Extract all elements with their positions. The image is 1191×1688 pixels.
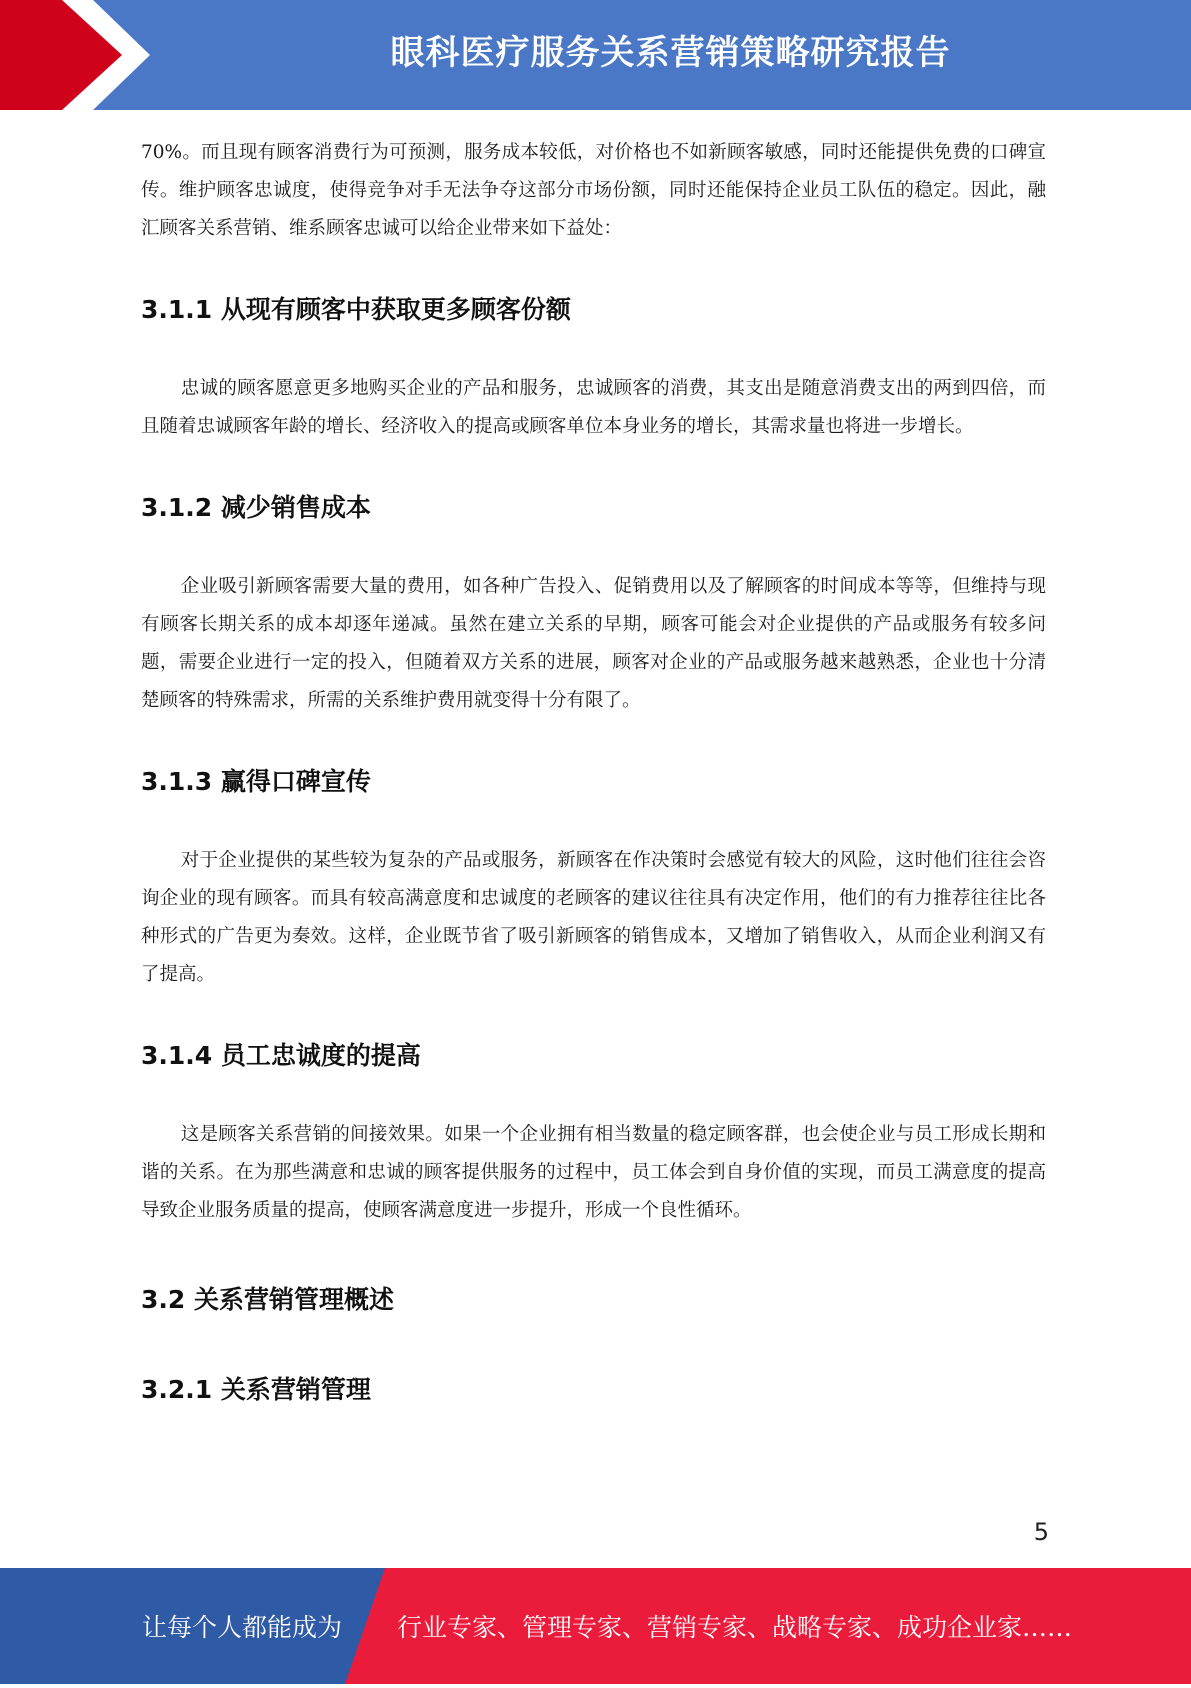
section-body-3-1-1: 忠诚的顾客愿意更多地购买企业的产品和服务，忠诚顾客的消费，其支出是随意消费支出的两到四倍，而且随着忠诚顾客年龄的增长、经济收入的提高或顾客单位本身业务的增长，其需求量也将进一步增长。 xyxy=(141,378,1046,437)
footer-band xyxy=(0,1568,1191,1684)
report-title: 眼科医疗服务关系营销策略研究报告 xyxy=(390,33,951,73)
header-red-chevron xyxy=(0,0,150,110)
section-body-3-1-3: 对于企业提供的某些较为复杂的产品或服务，新顾客在作决策时会感觉有较大的风险，这时他们往往会咨询企业的现有顾客。而具有较高满意度和忠诚度的老顾客的建议往往具有决定作用，他们的有力推荐往往比各种形式的广告更为奏效。这样，企业既节省了吸引新顾客的销售成本，又增加了销售收入，从而企业利润又有了提高。 xyxy=(141,850,1046,985)
section-heading-3-2: 3.2 关系营销管理概述 xyxy=(141,1285,394,1314)
section-heading-3-1-1: 3.1.1 从现有顾客中获取更多顾客份额 xyxy=(141,295,571,324)
intro-paragraph: 70%。而且现有顾客消费行为可预测，服务成本较低，对价格也不如新顾客敏感，同时还能提供免费的口碑宣传。维护顾客忠诚度，使得竞争对手无法争夺这部分市场份额，同时还能保持企业员工队伍的稳定。因此，融汇顾客关系营销、维系顾客忠诚可以给企业带来如下益处： xyxy=(141,142,1046,239)
page-number: 5 xyxy=(1033,1518,1049,1546)
section-heading-3-1-2: 3.1.2 减少销售成本 xyxy=(141,493,371,522)
footer-slogan-left: 让每个人都能成为 xyxy=(142,1613,343,1642)
footer-slogan-right: 行业专家、管理专家、营销专家、战略专家、成功企业家…… xyxy=(397,1613,1073,1642)
header-band xyxy=(0,0,1191,110)
section-heading-3-2-1: 3.2.1 关系营销管理 xyxy=(141,1375,371,1404)
document-body xyxy=(141,134,1046,1408)
section-heading-3-1-4: 3.1.4 员工忠诚度的提高 xyxy=(141,1041,421,1070)
section-body-3-1-2: 企业吸引新顾客需要大量的费用，如各种广告投入、促销费用以及了解顾客的时间成本等等，但维持与现有顾客长期关系的成本却逐年递减。虽然在建立关系的早期，顾客可能会对企业提供的产品或服务有较多问题，需要企业进行一定的投入，但随着双方关系的进展，顾客对企业的产品或服务越来越熟悉，企业也十分清楚顾客的特殊需求，所需的关系维护费用就变得十分有限了。 xyxy=(141,576,1046,711)
section-body-3-1-4: 这是顾客关系营销的间接效果。如果一个企业拥有相当数量的稳定顾客群，也会使企业与员工形成长期和谐的关系。在为那些满意和忠诚的顾客提供服务的过程中，员工体会到自身价值的实现，而员工满意度的提高导致企业服务质量的提高，使顾客满意度进一步提升，形成一个良性循环。 xyxy=(141,1124,1046,1221)
section-heading-3-1-3: 3.1.3 赢得口碑宣传 xyxy=(141,767,371,796)
